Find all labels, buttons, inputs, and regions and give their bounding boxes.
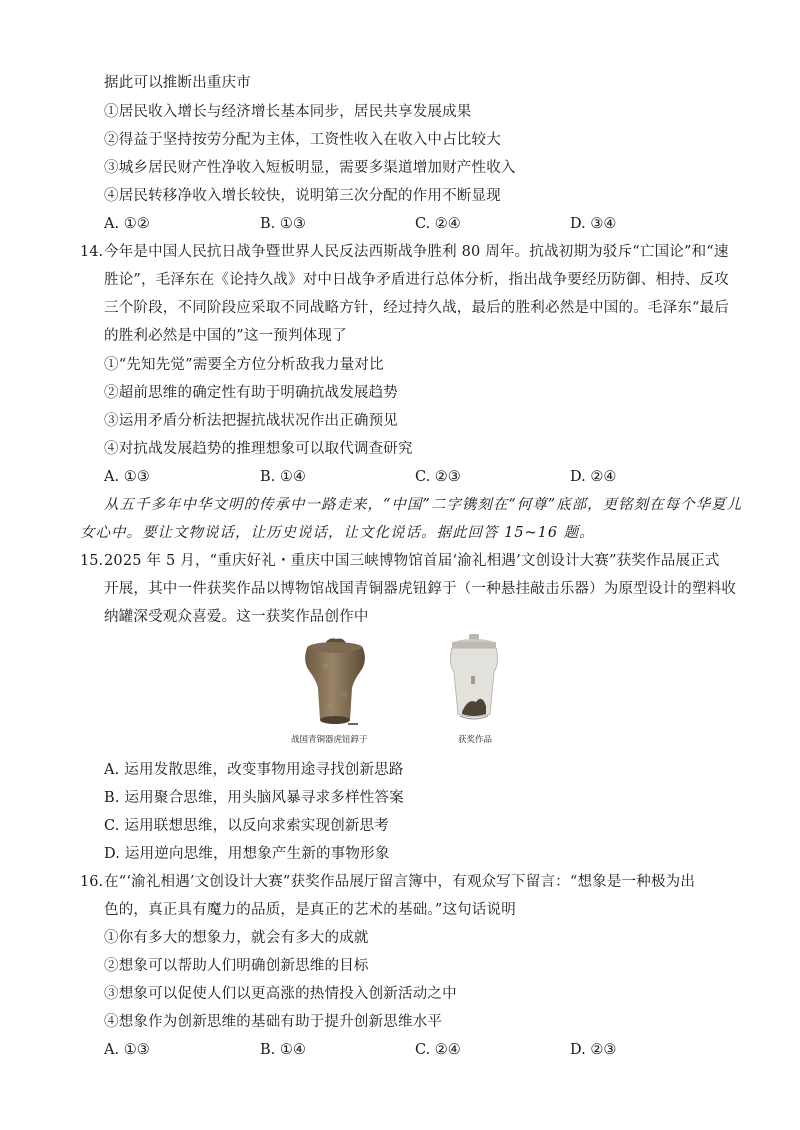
q14-stem-line-2: 胜论”，毛泽东在《论持久战》对中日战争矛盾进行总体分析，指出战争要经历防御、相持、反攻: [104, 272, 730, 288]
q13-item-1: ①居民收入增长与经济增长基本同步，居民共享发展成果: [104, 104, 472, 120]
q15-option-b[interactable]: B. 运用聚合思维，用头脑风暴寻求多样性答案: [104, 790, 404, 806]
q16-item-3: ③想象可以促使人们以更高涨的热情投入创新活动之中: [104, 986, 457, 1002]
award-work-image: [446, 632, 502, 724]
q14-option-b[interactable]: B. ①④: [260, 469, 306, 485]
section-intro-line-2: 女心中。要让文物说话，让历史说话，让文化说话。据此回答 15~16 题。: [80, 525, 595, 541]
q15-option-c[interactable]: C. 运用联想思维，以反向求索实现创新思考: [104, 818, 389, 834]
q14-option-c[interactable]: C. ②③: [415, 469, 461, 485]
section-intro-line-1: 从五千多年中华文明的传承中一路走来，“中国”二字镌刻在“何尊”底部，更铭刻在每个华夏儿: [104, 497, 743, 513]
q16-item-4: ④想象作为创新思维的基础有助于提升创新思维水平: [104, 1014, 443, 1030]
q14-number: 14.: [80, 244, 104, 260]
q14-item-2: ②超前思维的确定性有助于明确抗战发展趋势: [104, 385, 398, 401]
q16-item-2: ②想象可以帮助人们明确创新思维的目标: [104, 958, 369, 974]
q14-item-4: ④对抗战发展趋势的推理想象可以取代调查研究: [104, 441, 413, 457]
q13-item-4: ④居民转移净收入增长较快，说明第三次分配的作用不断显现: [104, 188, 501, 204]
q16-stem-line-2: 色的，真正具有魔力的品质，是真正的艺术的基础。”这句话说明: [104, 902, 516, 918]
q16-item-1: ①你有多大的想象力，就会有多大的成就: [104, 930, 369, 946]
q14-stem-line-4: 的胜利必然是中国的”这一预判体现了: [104, 328, 347, 344]
q15-stem-line-2: 开展，其中一件获奖作品以博物馆战国青铜器虎钮錞于（一种悬挂敲击乐器）为原型设计的塑料收: [104, 581, 737, 597]
figure-caption-award: 获奖作品: [458, 735, 493, 745]
q13-option-a[interactable]: A. ①②: [104, 216, 150, 232]
q16-number: 16.: [80, 874, 104, 890]
q13-option-d[interactable]: D. ③④: [570, 216, 617, 232]
q14-item-1: ①“先知先觉”需要全方位分析敌我力量对比: [104, 357, 384, 373]
q15-number: 15.: [80, 553, 104, 569]
q14-option-d[interactable]: D. ②④: [570, 469, 617, 485]
q16-option-c[interactable]: C. ②④: [415, 1042, 461, 1058]
q14-item-3: ③运用矛盾分析法把握抗战状况作出正确预见: [104, 413, 398, 429]
q14-stem-line-3: 三个阶段，不同阶段应采取不同战略方针，经过持久战，最后的胜利必然是中国的。毛泽东“最后: [104, 300, 730, 316]
q13-option-c[interactable]: C. ②④: [415, 216, 461, 232]
q14-stem-line-1: 今年是中国人民抗日战争暨世界人民反法西斯战争胜利 80 周年。抗战初期为驳斥“亡国论”和“速: [104, 244, 729, 260]
q16-option-b[interactable]: B. ①④: [260, 1042, 306, 1058]
q15-option-a[interactable]: A. 运用发散思维，改变事物用途寻找创新思路: [104, 762, 404, 778]
q13-stem-tail: 据此可以推断出重庆市: [104, 75, 251, 91]
bronze-chunyu-image: [296, 636, 374, 728]
q16-option-a[interactable]: A. ①③: [104, 1042, 150, 1058]
q16-option-d[interactable]: D. ②③: [570, 1042, 617, 1058]
q13-item-2: ②得益于坚持按劳分配为主体，工资性收入在收入中占比较大: [104, 132, 501, 148]
figure-caption-bronze: 战国青铜器虎钮錞于: [291, 735, 368, 745]
q15-stem-line-1: 2025 年 5 月，“重庆好礼・重庆中国三峡博物馆首届‘渝礼相遇’文创设计大赛”获奖作品展正式: [104, 553, 720, 569]
q14-option-a[interactable]: A. ①③: [104, 469, 150, 485]
q15-stem-line-3: 纳罐深受观众喜爱。这一获奖作品创作中: [104, 609, 369, 625]
q16-stem-line-1: 在“‘渝礼相遇’文创设计大赛”获奖作品展厅留言簿中，有观众写下留言：“想象是一种极为出: [104, 874, 696, 890]
q13-item-3: ③城乡居民财产性净收入短板明显，需要多渠道增加财产性收入: [104, 160, 516, 176]
q15-option-d[interactable]: D. 运用逆向思维，用想象产生新的事物形象: [104, 846, 390, 862]
q13-option-b[interactable]: B. ①③: [260, 216, 306, 232]
